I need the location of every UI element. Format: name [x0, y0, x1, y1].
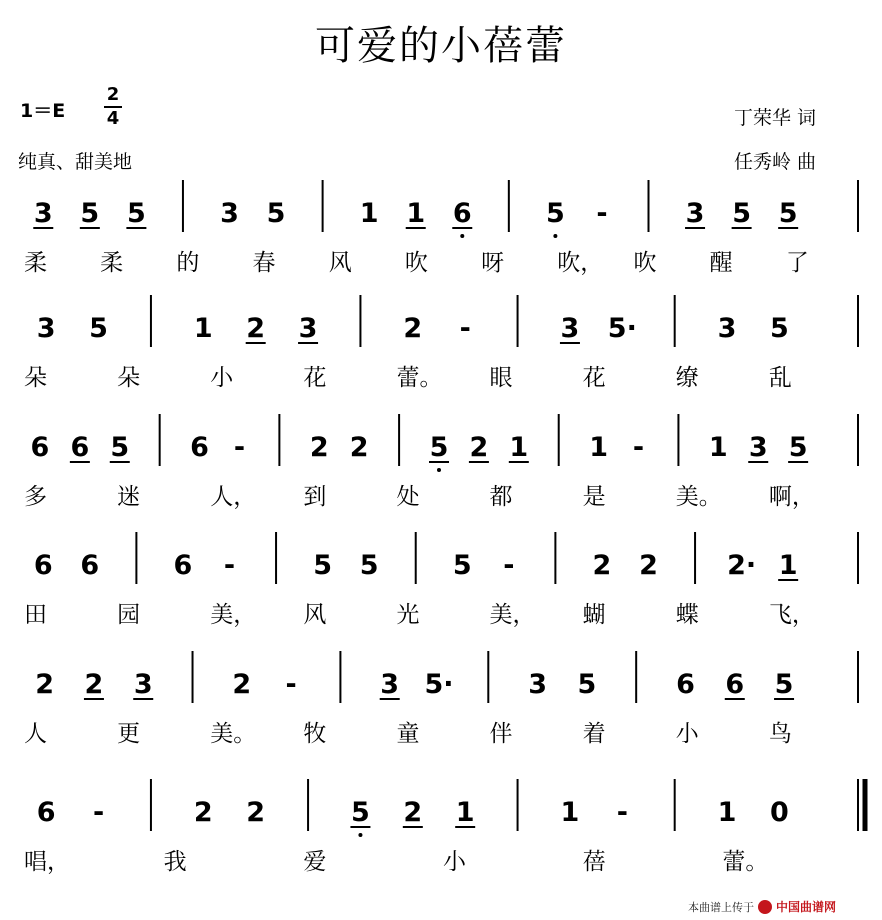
lyric-syllable: 都	[489, 484, 513, 510]
note: 5	[80, 198, 100, 229]
note: 3	[133, 669, 153, 700]
note: 6	[80, 550, 100, 581]
note: 5	[545, 198, 565, 229]
lyric-syllable: 伴	[489, 721, 513, 747]
lyric-syllable: 童	[396, 721, 420, 747]
note: 3	[220, 198, 239, 229]
note: 6	[452, 198, 472, 229]
key-signature: 1＝E	[20, 100, 66, 122]
note: 6	[725, 669, 745, 700]
note: 1	[778, 550, 798, 581]
lyric-syllable: 人	[24, 721, 47, 747]
lyric-syllable: 鸟	[768, 721, 792, 747]
octave-dot	[358, 833, 362, 837]
lyric-syllable: 春	[252, 250, 276, 276]
lyric-syllable: 美。	[210, 721, 257, 747]
lyric-syllable: 我	[163, 849, 187, 875]
lyric-syllable: 柔	[100, 250, 124, 276]
note: 3	[36, 313, 56, 344]
note: 5	[577, 669, 597, 700]
note: 2	[349, 432, 369, 463]
lyric-syllable: 处	[396, 484, 420, 510]
note: 3	[380, 669, 400, 700]
note: 1	[193, 313, 213, 344]
lyric-syllable: 啊，	[768, 484, 815, 510]
note: 5	[359, 550, 379, 581]
song-title: 可爱的小蓓蕾	[315, 23, 567, 69]
lyric-syllable: 乱	[768, 365, 792, 391]
note: 6	[70, 432, 90, 463]
lyric-syllable: 人，	[210, 484, 257, 510]
lyric-syllable: 眼	[489, 365, 513, 391]
note: 3	[528, 669, 547, 700]
note: 6	[33, 550, 53, 581]
note: 2	[403, 797, 423, 828]
lyric-syllable: 是	[582, 484, 606, 510]
time-signature-top: 2	[106, 84, 120, 105]
lyric-syllable: 呀	[481, 250, 505, 276]
lyric-syllable: 蝶	[675, 602, 699, 628]
note: 5	[452, 550, 472, 581]
lyric-syllable: 小	[443, 849, 466, 875]
note: 1	[509, 432, 529, 463]
note: 3	[717, 313, 737, 344]
note: 3	[560, 313, 580, 344]
lyric-syllable: 田	[24, 602, 47, 628]
note: 3	[33, 198, 53, 229]
note: 5	[429, 432, 449, 463]
octave-dot	[460, 234, 464, 238]
lyric-syllable: 的	[176, 250, 200, 276]
note: 2	[84, 669, 104, 700]
note: 5	[89, 313, 108, 344]
lyric-syllable: 更	[117, 721, 141, 747]
lyric-syllable: 飞，	[768, 602, 815, 628]
lyric-syllable: 吹，	[557, 250, 604, 276]
lyric-syllable: 花	[303, 365, 327, 391]
note: -	[92, 797, 105, 828]
site-footer	[688, 898, 836, 915]
note: 6	[676, 669, 695, 700]
lyric-syllable: 吹	[633, 250, 657, 276]
note: 2	[193, 797, 213, 828]
note: -	[223, 550, 236, 581]
lyric-syllable: 小	[675, 721, 699, 747]
note: 5	[770, 313, 789, 344]
note: 2	[246, 313, 266, 344]
lyric-syllable: 小	[210, 365, 234, 391]
lyric-syllable: 蝴	[582, 602, 606, 628]
lyric-syllable: 光	[396, 602, 420, 628]
lyric-syllable: 迷	[117, 484, 141, 510]
note: 5	[351, 797, 370, 828]
lyric-syllable: 蕾。	[722, 849, 769, 875]
note: -	[285, 669, 297, 700]
note: 1	[560, 797, 580, 828]
note: 5	[774, 669, 794, 700]
octave-dot	[553, 234, 557, 238]
lyric-syllable: 柔	[24, 250, 47, 276]
lyric-syllable: 风	[303, 602, 327, 628]
note: 1	[708, 432, 728, 463]
lyric-syllable: 唱，	[24, 849, 70, 875]
expression-mark: 纯真、甜美地	[18, 151, 133, 173]
lyric-syllable: 到	[303, 484, 327, 510]
note: 6	[36, 797, 56, 828]
note: 5	[110, 432, 130, 463]
note: -	[459, 313, 471, 344]
note: 5·	[424, 669, 454, 700]
note: -	[632, 432, 645, 463]
note: 3	[748, 432, 768, 463]
note: 1	[717, 797, 737, 828]
note: 5	[126, 198, 146, 229]
lyric-syllable: 蓓	[582, 849, 606, 875]
note: 5	[266, 198, 286, 229]
lyric-syllable: 美，	[210, 602, 257, 628]
note: 2	[309, 432, 329, 463]
octave-dot	[437, 468, 441, 472]
site-logo-icon	[758, 900, 772, 914]
note: 2	[592, 550, 612, 581]
note: 2	[469, 432, 489, 463]
note: 2	[639, 550, 658, 581]
note: 6	[190, 432, 209, 463]
time-signature-bottom: 4	[106, 108, 120, 129]
lyric-syllable: 了	[785, 250, 809, 276]
lyric-syllable: 吹	[404, 250, 428, 276]
lyric-syllable: 美。	[675, 484, 722, 510]
note: 1	[589, 432, 609, 463]
note: 6	[173, 550, 193, 581]
note: 2	[246, 797, 266, 828]
lyric-syllable: 醒	[709, 250, 733, 276]
note: 2	[35, 669, 55, 700]
note: 5	[313, 550, 333, 581]
note: 0	[770, 797, 789, 828]
upload-credit: 本曲谱上传于	[688, 900, 754, 914]
note: -	[233, 432, 246, 463]
note: 2·	[727, 550, 757, 581]
note: -	[616, 797, 628, 828]
lyric-syllable: 牧	[303, 721, 327, 747]
note: 1	[406, 198, 426, 229]
note: 6	[30, 432, 50, 463]
lyric-syllable: 爱	[303, 849, 327, 875]
note: 3	[685, 198, 705, 229]
note: -	[503, 550, 515, 581]
note: 1	[455, 797, 475, 828]
lyric-syllable: 朵	[24, 365, 47, 391]
lyric-syllable: 朵	[117, 365, 141, 391]
note: -	[596, 198, 608, 229]
lyric-syllable: 花	[582, 365, 606, 391]
note: 5	[778, 198, 798, 229]
site-name: 中国曲谱网	[776, 900, 837, 914]
composer-credit: 任秀岭 曲	[734, 151, 817, 173]
lyric-syllable: 园	[117, 602, 141, 628]
lyricist-credit: 丁荣华 词	[734, 107, 817, 129]
lyric-syllable: 多	[24, 484, 47, 510]
note: 5	[788, 432, 808, 463]
note: 3	[298, 313, 318, 344]
note: 1	[359, 198, 379, 229]
note: 5	[732, 198, 752, 229]
note: 2	[403, 313, 423, 344]
lyric-syllable: 缭	[675, 365, 699, 391]
note: 5·	[607, 313, 637, 344]
lyric-syllable: 蕾。	[396, 365, 443, 391]
lyric-syllable: 着	[582, 721, 606, 747]
lyric-syllable: 风	[328, 250, 352, 276]
note: 2	[232, 669, 252, 700]
lyric-syllable: 美，	[489, 602, 536, 628]
